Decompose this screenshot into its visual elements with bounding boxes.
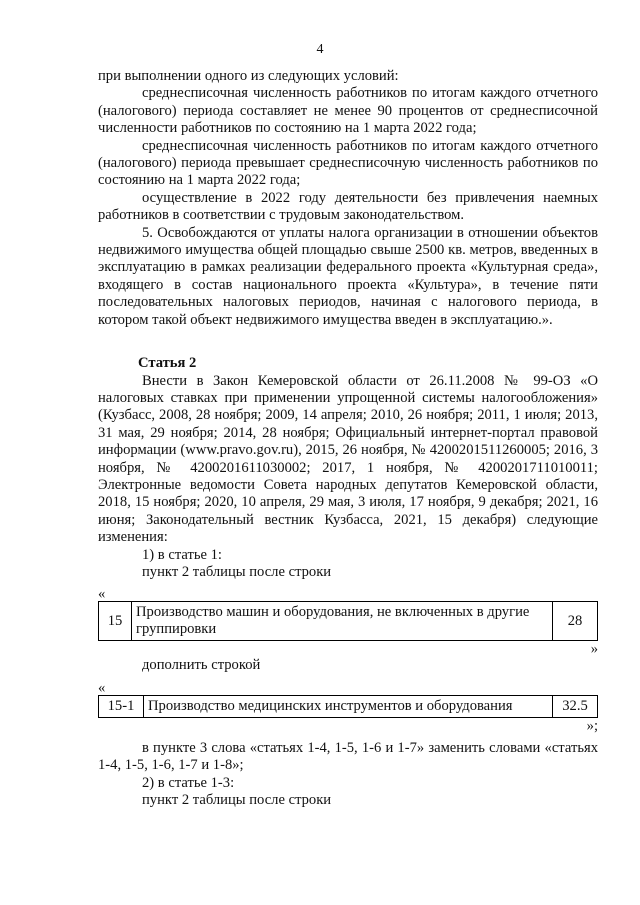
table-1-code: 15 [99,602,132,641]
open-quote: « [98,586,106,603]
close-quote: »; [586,717,598,734]
item-1: 1) в статье 1: [142,546,222,563]
table-1-rate: 28 [553,602,598,641]
page-number: 4 [316,42,324,57]
table-2-name: Производство медицинских инструментов и оборудования [144,695,553,717]
open-quote: « [98,679,106,696]
item-2-sub: пункт 2 таблицы после строки [142,792,332,808]
close-quote: » [590,641,598,658]
table-2-rate: 32.5 [553,695,598,717]
item-2: 2) в статье 1-3: [142,774,235,791]
paragraph: 5. Освобождаются от уплаты налога организации в отношении объектов недвижимого имущества общей площадью свыше 2500 кв. метров, введенных в эксплуатацию в рамках реализации федерального проекта «Культурная среда», входящего в состав национального проекта «Культура», в течение пяти последовательных налоговых периодов, начиная с налогового периода, в котором такой объект недвижимого имущества введен в эксплуатацию.». [98,224,598,328]
table-1-name: Производство машин и оборудования, не включенных в другие группировки [132,602,553,641]
table-2 [98,695,598,718]
table-1 [98,601,598,641]
paragraph: при выполнении одного из следующих условий: [98,68,399,84]
paragraph: осуществление в 2022 году деятельности без привлечения наемных работников в соответствии с трудовым законодательством. [98,189,598,224]
article-heading: Статья 2 [138,355,197,372]
document-body [98,68,598,809]
table-2-code: 15-1 [99,695,144,717]
paragraph: среднесписочная численность работников по итогам каждого отчетного (налогового) периода превышает среднесписочную численность работников по состоянию на 1 марта 2022 года; [98,137,598,189]
add-row-text: дополнить строкой [142,657,261,674]
article-intro: Внести в Закон Кемеровской области от 26.11.2008 № 99-ОЗ «О налоговых ставках при применении упрощенной системы налогообложения» (Кузбасс, 2008, 28 ноября; 2009, 14 апреля; 2010, 26 ноября; 2011, 1 июля; 2013, 31 мая, 29 ноября; 2014, 28 ноября; Официальный интернет-портал правовой информации (www.pravo.gov.ru), 2015, 26 ноября, № 4200201511260005; 2016, 3 ноября, № 4200201611030002; 2017, 1 ноября, № 4200201711010011; Электронные ведомости Совета народных депутатов Кемеровской области, 2018, 15 ноября; 2020, 10 апреля, 29 мая, 3 июля, 17 ноября, 9 декабря; 2021, 16 июня; Законодательный вестник Кузбасса, 2021, 15 декабря) следующие изменения: [98,372,598,546]
item-1-point-3: в пункте 3 слова «статьях 1-4, 1-5, 1-6 и 1-7» заменить словами «статьях 1-4, 1-5, 1-6, 1-7 и 1-8»; [98,739,598,774]
item-1-sub: пункт 2 таблицы после строки [142,563,332,580]
table-row [99,602,598,641]
paragraph: среднесписочная численность работников по итогам каждого отчетного (налогового) периода составляет не менее 90 процентов от среднесписочной численности работников по состоянию на 1 марта 2022 года; [98,85,598,137]
table-row [99,695,598,717]
